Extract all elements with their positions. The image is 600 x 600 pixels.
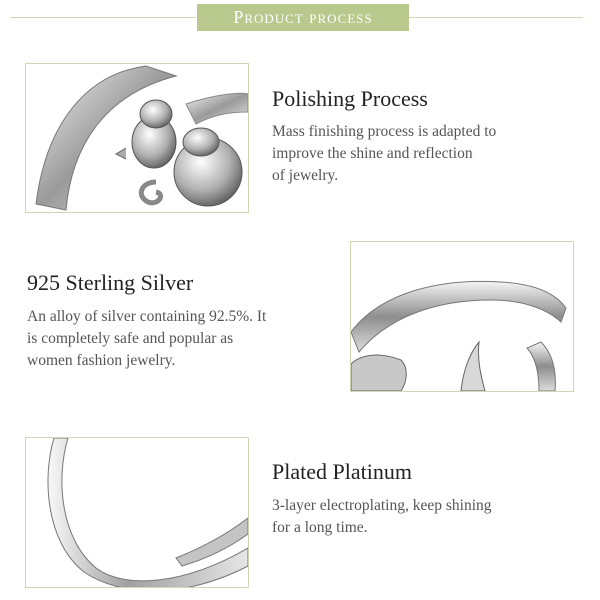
header-divider-right — [409, 17, 583, 18]
description-line: An alloy of silver containing 92.5%. It — [27, 308, 267, 325]
description-line: Mass finishing process is adapted to — [272, 123, 497, 140]
header-title: Product process — [233, 7, 373, 27]
header-divider-left — [10, 17, 196, 18]
ring-cat-closeup-image — [26, 64, 248, 212]
product-image-polishing — [25, 63, 249, 213]
description-line: for a long time. — [272, 519, 368, 536]
description-line: 3-layer electroplating, keep shining — [272, 497, 492, 514]
product-image-silver — [350, 241, 574, 392]
ring-band-inner-image — [26, 438, 248, 587]
description-line: women fashion jewelry. — [27, 352, 176, 369]
ring-band-side-image — [351, 242, 573, 391]
section-header — [197, 4, 409, 31]
section-description-silver — [27, 306, 317, 372]
product-image-platinum — [25, 437, 249, 588]
description-line: improve the shine and reflection — [272, 145, 473, 162]
section-description-platinum — [272, 495, 562, 539]
section-title-silver: 925 Sterling Silver — [27, 270, 194, 295]
section-title-platinum: Plated Platinum — [272, 459, 412, 484]
section-title-polishing: Polishing Process — [272, 86, 428, 111]
section-description-polishing — [272, 121, 562, 187]
description-line: is completely safe and popular as — [27, 330, 234, 347]
description-line: of jewelry. — [272, 167, 339, 184]
